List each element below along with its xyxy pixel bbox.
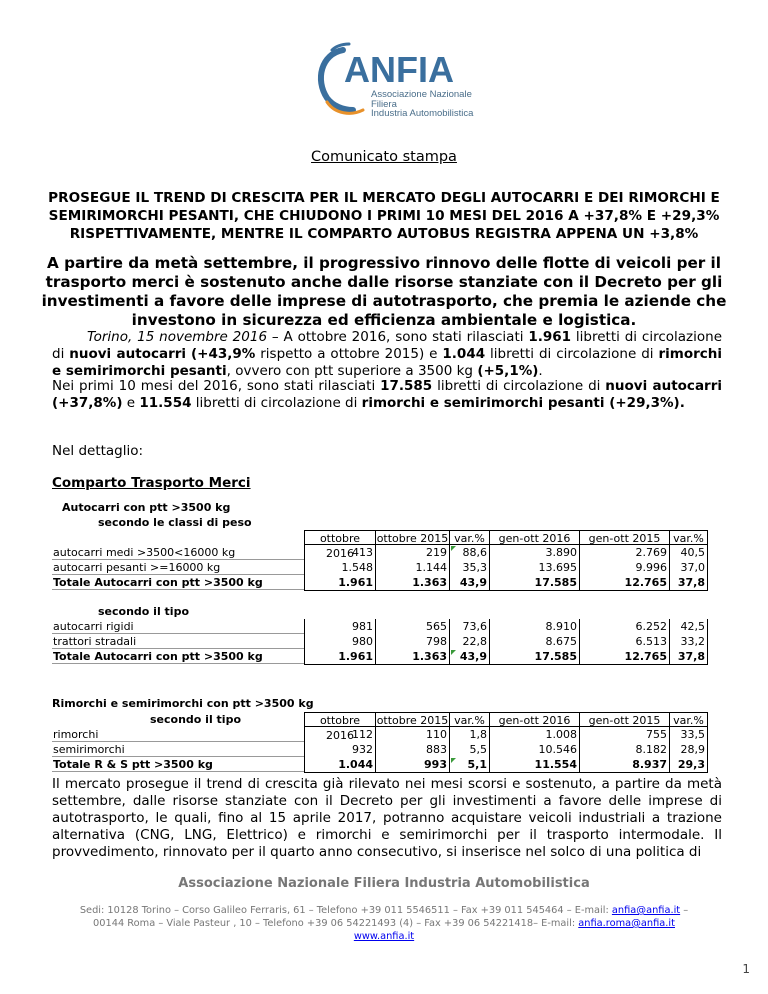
cell: 1.363 (376, 649, 450, 664)
email-link-torino[interactable]: anfia@anfia.it (611, 905, 681, 916)
bold-run: rimorchi e semirimorchi pesanti (52, 346, 722, 379)
cell: 565 (376, 619, 450, 634)
table3-labels (52, 727, 304, 772)
row-label: Totale Autocarri con ptt >3500 kg (52, 649, 304, 664)
column-header: gen-ott 2015 (580, 530, 670, 545)
table2-labels (52, 619, 304, 664)
cell: 413 (304, 545, 376, 560)
cell: 42,5 (670, 619, 708, 634)
cell: 755 (580, 727, 670, 742)
footer-text: 00144 Roma – Viale Pasteur , 10 – Telefono +39 06 54221493 (4) – Fax +39 06 54221418– E-mail: (93, 918, 579, 929)
cell: 8.910 (490, 619, 580, 634)
cell: 13.695 (490, 560, 580, 575)
cell: 1.961 (304, 575, 376, 590)
logo-sub-line: Associazione Nazionale (371, 89, 472, 100)
column-header: var.% (670, 712, 708, 727)
bold-run: (+5,1%) (477, 363, 539, 379)
column-header: var.% (450, 530, 490, 545)
column-header: var.% (670, 530, 708, 545)
table1-labels (52, 545, 304, 590)
row-label: Totale R & S ptt >3500 kg (52, 757, 304, 772)
row-label: autocarri medi >3500<16000 kg (52, 545, 304, 560)
cell: 12.765 (580, 575, 670, 590)
bold-run: 1.961 (528, 329, 572, 345)
cell: 40,5 (670, 545, 708, 560)
text-run: rispetto a ottobre 2015) e (255, 346, 443, 362)
detail-intro: Nel dettaglio: (52, 443, 144, 459)
footer-contacts (60, 904, 708, 943)
cell: 981 (304, 619, 376, 634)
column-header: gen-ott 2016 (490, 530, 580, 545)
cell: 798 (376, 634, 450, 649)
cell: 8.675 (490, 634, 580, 649)
logo-wordmark: ANFIA (344, 49, 454, 90)
anfia-logo (313, 40, 474, 124)
cell: 8.937 (580, 757, 670, 772)
row-label: autocarri rigidi (52, 619, 304, 634)
cell: 1.548 (304, 560, 376, 575)
cell: 2.769 (580, 545, 670, 560)
cell: 1.363 (376, 575, 450, 590)
cell: 88,6 (450, 545, 490, 560)
table1-title: Autocarri con ptt >3500 kg (62, 501, 231, 514)
cell: 883 (376, 742, 450, 757)
subheadline: A partire da metà settembre, il progressivo rinnovo delle flotte di veicoli per il trasporto merci è sostenuto anche dalle risorse stanziate con il Decreto per gli investimenti a favore delle imprese di autotrasporto, che premia le aziende che investono in sicurezza ed efficienza ambientale e logistica. (41, 254, 727, 329)
email-link-roma[interactable]: anfia.roma@anfia.it (578, 918, 675, 929)
page-number: 1 (742, 962, 750, 976)
document-type-label: Comunicato stampa (311, 149, 457, 165)
row-label: Totale Autocarri con ptt >3500 kg (52, 575, 304, 590)
cell: 43,9 (450, 575, 490, 590)
market-paragraph: Il mercato prosegue il trend di crescita già rilevato nei mesi scorsi e sostenuto, a partire da metà settembre, dalle risorse stanziate con il Decreto per gli investimenti a favore delle imprese di autotrasporto, le quali, fino al 15 aprile 2017, potranno acquistare veicoli industriali a trazione alternativa (CNG, LNG, Elettrico) e rimorchi e semirimorchi per il trasporto intermodale. Il provvedimento, rinnovato per il quarto anno consecutivo, si inserisce nel solco di una politica di (52, 776, 722, 860)
column-header: var.% (450, 712, 490, 727)
table-total-row (304, 649, 708, 665)
table3-values (304, 712, 708, 773)
cell: 37,8 (670, 649, 708, 664)
table-total-row (304, 757, 708, 773)
cell: 73,6 (450, 619, 490, 634)
bold-run: 17.585 (380, 378, 433, 394)
row-label: trattori stradali (52, 634, 304, 649)
section-heading: Comparto Trasporto Merci (52, 475, 251, 491)
table-row (304, 727, 708, 742)
table1-subtitle: secondo le classi di peso (98, 516, 252, 529)
cell: 17.585 (490, 575, 580, 590)
cell: 112 (304, 727, 376, 742)
cell: 1,8 (450, 727, 490, 742)
table-row (304, 742, 708, 757)
logo-subtitle (371, 90, 473, 119)
column-header: gen-ott 2015 (580, 712, 670, 727)
bold-run: 1.044 (442, 346, 486, 362)
summary-paragraph (52, 378, 722, 412)
cell: 29,3 (670, 757, 708, 772)
text-run: libretti di circolazione di (485, 346, 659, 362)
table2-title: secondo il tipo (98, 605, 190, 618)
cell: 5,1 (450, 757, 490, 772)
table3-title: Rimorchi e semirimorchi con ptt >3500 kg (52, 697, 314, 710)
bold-run: nuovi autocarri (+37,8%) (52, 378, 722, 411)
cell: 37,8 (670, 575, 708, 590)
table-row (304, 560, 708, 575)
website-link[interactable]: www.anfia.it (353, 931, 415, 942)
cell: 37,0 (670, 560, 708, 575)
headline: PROSEGUE IL TREND DI CRESCITA PER IL MERCATO DEGLI AUTOCARRI E DEI RIMORCHI E SEMIRIMORCHI PESANTI, CHE CHIUDONO I PRIMI 10 MESI DEL 2016 A +37,8% E +29,3% RISPETTIVAMENTE, MENTRE IL COMPARTO AUTOBUS REGISTRA APPENA UN +3,8% (48, 190, 720, 242)
bold-run: rimorchi e semirimorchi pesanti (+29,3%). (361, 395, 685, 411)
bold-run: (+43,9% (190, 346, 256, 362)
table-total-row (304, 575, 708, 591)
footer-organization: Associazione Nazionale Filiera Industria Automobilistica (178, 876, 590, 891)
cell: 1.144 (376, 560, 450, 575)
cell: 33,2 (670, 634, 708, 649)
cell: 3.890 (490, 545, 580, 560)
cell: 11.554 (490, 757, 580, 772)
cell: 1.961 (304, 649, 376, 664)
row-label: semirimorchi (52, 742, 304, 757)
cell: 12.765 (580, 649, 670, 664)
logo-sub-line: Filiera (371, 98, 397, 110)
cell: 993 (376, 757, 450, 772)
intro-paragraph (52, 329, 722, 380)
text-run: Nei primi 10 mesi del 2016, sono stati rilasciati (52, 378, 381, 394)
text-run: libretti di circolazione di (432, 378, 606, 394)
row-label: autocarri pesanti >=16000 kg (52, 560, 304, 575)
cell: 6.513 (580, 634, 670, 649)
table-row (304, 619, 708, 634)
cell: 28,9 (670, 742, 708, 757)
cell: 980 (304, 634, 376, 649)
cell: 10.546 (490, 742, 580, 757)
logo-sub-line: Industria Automobilistica (371, 108, 474, 119)
cell: 932 (304, 742, 376, 757)
column-header: ottobre 2016 (304, 712, 376, 727)
cell: 6.252 (580, 619, 670, 634)
table1-values (304, 530, 708, 591)
bold-run: 11.554 (139, 395, 192, 411)
cell: 1.044 (304, 757, 376, 772)
text-run: e (122, 395, 140, 411)
cell: 33,5 (670, 727, 708, 742)
cell: 35,3 (450, 560, 490, 575)
table-row (304, 634, 708, 649)
dateline: Torino, 15 novembre 2016 (87, 329, 268, 345)
cell: 22,8 (450, 634, 490, 649)
text-run: libretti di circolazione di (191, 395, 362, 411)
text-run: . (538, 363, 543, 379)
cell: 43,9 (450, 649, 490, 664)
cell: 17.585 (490, 649, 580, 664)
column-header: gen-ott 2016 (490, 712, 580, 727)
table3-subtitle: secondo il tipo (150, 713, 242, 726)
cell: 9.996 (580, 560, 670, 575)
column-header: ottobre 2015 (376, 532, 449, 545)
table2-values (304, 619, 708, 665)
footer-text: Sedi: 10128 Torino – Corso Galileo Ferraris, 61 – Telefono +39 011 5546511 – Fax +39 011 545464 – E-mail: (79, 905, 612, 916)
text-run: , ovvero con ptt superiore a 3500 kg (226, 363, 478, 379)
cell: 219 (376, 545, 450, 560)
column-header: ottobre 2016 (304, 530, 376, 545)
table-row (304, 545, 708, 560)
column-header: ottobre 2015 (376, 714, 449, 727)
row-label: rimorchi (52, 727, 304, 742)
cell: 5,5 (450, 742, 490, 757)
text-run: – A ottobre 2016, sono stati rilasciati (267, 329, 529, 345)
cell: 110 (376, 727, 450, 742)
footer-text: – (680, 905, 689, 916)
cell: 8.182 (580, 742, 670, 757)
cell: 1.008 (490, 727, 580, 742)
bold-run: nuovi autocarri (69, 346, 187, 362)
text-run: libretti di circolazione di (52, 329, 723, 362)
